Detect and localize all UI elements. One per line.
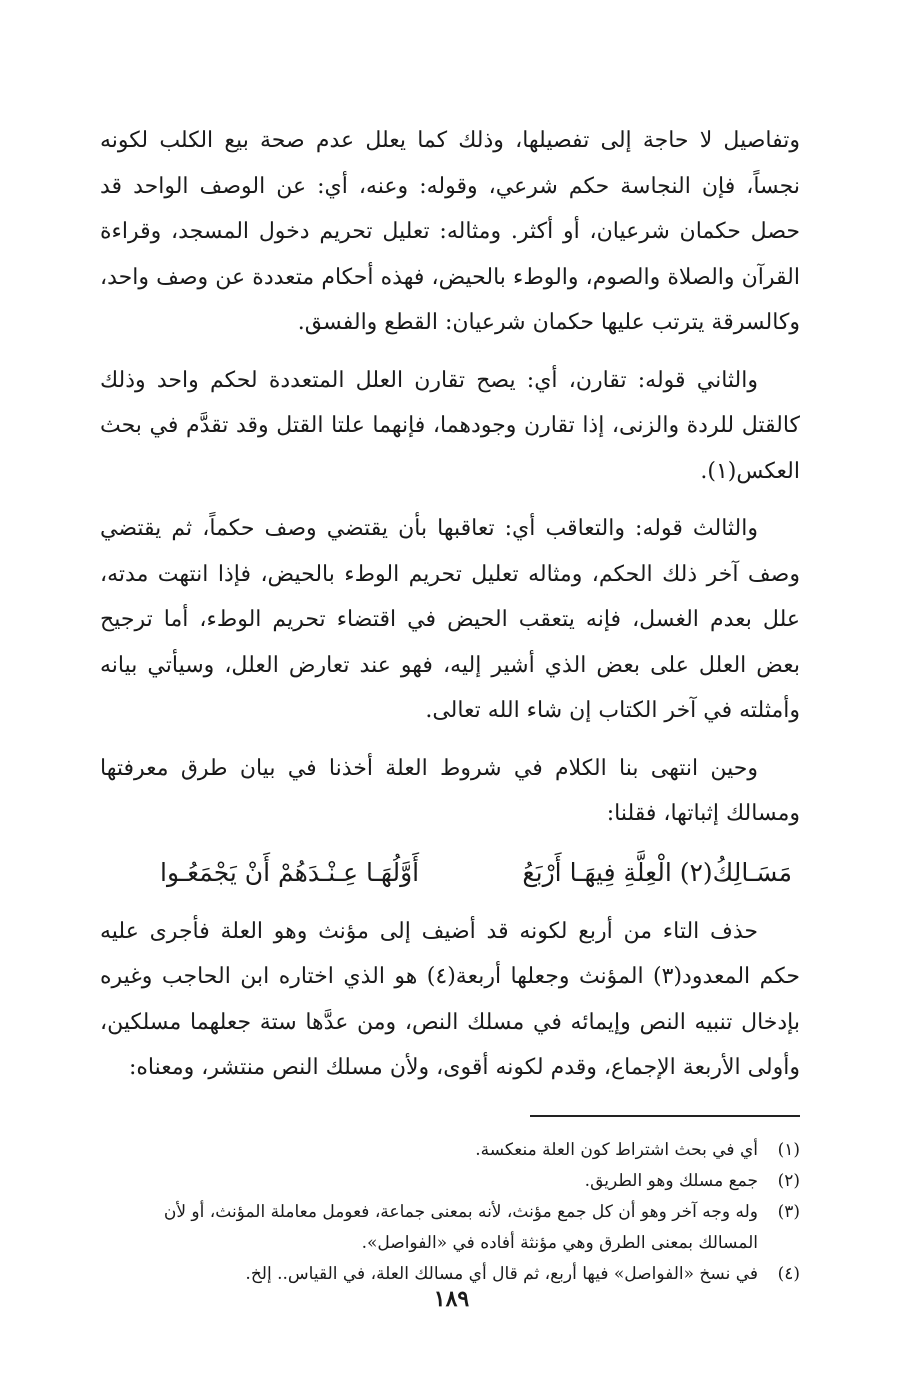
footnote-1 bbox=[100, 1135, 800, 1166]
footnote-text: وله وجه آخر وهو أن كل جمع مؤنث، لأنه بمعنى جماعة، فعومل معاملة المؤنث، أو لأن المسالك بمعنى الطرق وهي مؤنثة أفاده في «الفواصل». bbox=[163, 1201, 758, 1253]
verse-first-hemistich: مَسَـالِكُ(٢) الْعِلَّةِ فِيهَـا أَرْبَعُ bbox=[522, 857, 792, 887]
footnote-3 bbox=[100, 1197, 800, 1259]
footnote-text: جمع مسلك وهو الطريق. bbox=[584, 1170, 758, 1191]
footnote-separator bbox=[530, 1115, 800, 1117]
commentary-paragraph: حذف التاء من أربع لكونه قد أضيف إلى مؤنث وهو العلة فأجرى عليه حكم المعدود(٣) المؤنث وجعلها أربعة(٤) هو الذي اختاره ابن الحاجب وغيره بإدخال تنبيه النص وإيمائه في مسلك النص، ومن عدَّها ستة جعلهما مسلكين، وأولى الأربعة الإجماع، وقدم لكونه أقوى، ولأن مسلك النص منتشر، ومعناه: bbox=[100, 918, 800, 1080]
footnote-4 bbox=[100, 1259, 800, 1290]
paragraph-1: وتفاصيل لا حاجة إلى تفصيلها، وذلك كما يعلل عدم صحة بيع الكلب لكونه نجساً، فإن النجاسة حكم شرعي، وقوله: وعنه، أي: عن الوصف الواحد قد حصل حكمان شرعيان، أو أكثر. ومثاله: تعليل تحريم دخول المسجد، وقراءة القرآن والصلاة والصوم، والوطء بالحيض، فهذه أحكام متعددة عن وصف واحد، وكالسرقة يترتب عليها حكمان شرعيان: القطع والفسق. bbox=[100, 128, 800, 335]
paragraph-4: وحين انتهى بنا الكلام في شروط العلة أخذنا في بيان طرق معرفتها ومسالك إثباتها، فقلنا: bbox=[100, 755, 800, 826]
footnote-text: أي في بحث اشتراط كون العلة منعكسة. bbox=[475, 1139, 758, 1160]
footnote-number: (١) bbox=[777, 1139, 800, 1160]
footnote-text: في نسخ «الفواصل» فيها أربع، ثم قال أي مسالك العلة، في القياس.. إلخ. bbox=[245, 1263, 758, 1284]
footnote-number: (٣) bbox=[777, 1201, 800, 1222]
page-number: ١٨٩ bbox=[433, 1286, 470, 1312]
page-body bbox=[100, 118, 800, 1290]
footnote-number: (٤) bbox=[777, 1263, 800, 1284]
verse-line bbox=[100, 849, 800, 897]
footnote-number: (٢) bbox=[777, 1170, 800, 1191]
paragraph-3: والثالث قوله: والتعاقب أي: تعاقبها بأن يقتضي وصف حكماً، ثم يقتضي وصف آخر ذلك الحكم، ومثاله تعليل تحريم الوطء بالحيض، فإذا انتهت مدته، علل بعدم الغسل، فإنه يتعقب الحيض في اقتضاء تحريم الوطء، أما ترجيح بعض العلل على بعض الذي أشير إليه، فهو عند تعارض العلل، وسيأتي بيانه وأمثلته في آخر الكتاب إن شاء الله تعالى. bbox=[100, 516, 800, 723]
paragraph-2: والثاني قوله: تقارن، أي: يصح تقارن العلل المتعددة لحكم واحد وذلك كالقتل للردة والزنى، إذا تقارن وجودهما، فإنهما علتا القتل وقد تقدَّم في بحث العكس(١). bbox=[100, 367, 800, 484]
footnote-2 bbox=[100, 1166, 800, 1197]
verse-second-hemistich: أَوَّلُهَـا عِـنْـدَهُمْ أَنْ يَجْمَعُـوا bbox=[160, 857, 420, 887]
footnotes bbox=[100, 1135, 800, 1290]
